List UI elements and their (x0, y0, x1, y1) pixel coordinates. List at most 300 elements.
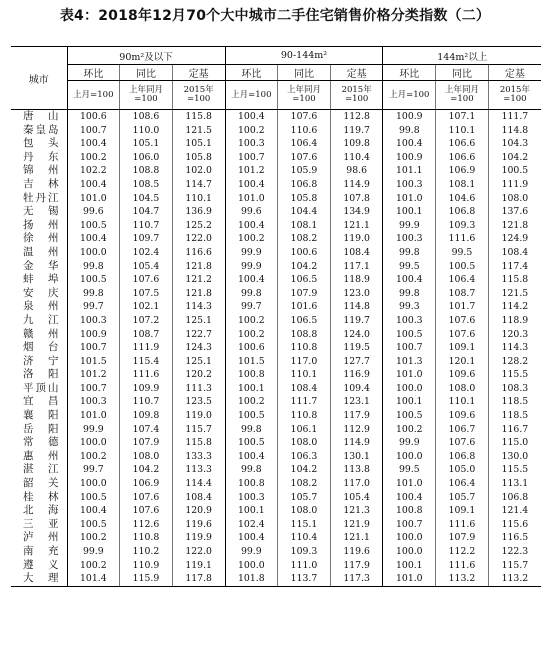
city-name-cell: 安庆 (23, 286, 59, 299)
index-value-cell: 121.8 (172, 287, 225, 301)
index-value-cell: 121.1 (330, 531, 383, 545)
city-name-cell: 蚌埠 (23, 273, 59, 286)
index-value-cell: 113.2 (488, 572, 541, 586)
index-value-cell: 114.9 (330, 178, 383, 192)
index-value-cell: 100.2 (67, 531, 120, 545)
index-value-cell: 111.6 (436, 232, 489, 246)
index-value-cell: 117.3 (330, 572, 383, 586)
index-value-cell: 100.3 (67, 314, 120, 328)
index-value-cell: 108.4 (330, 246, 383, 260)
city-name-cell: 丹东 (23, 150, 59, 163)
index-value-cell: 105.1 (120, 137, 173, 151)
index-value-cell: 108.4 (488, 246, 541, 260)
table-row (11, 477, 541, 491)
index-value-cell: 101.8 (225, 572, 278, 586)
index-value-cell: 99.9 (225, 260, 278, 274)
city-name-cell: 唐山 (23, 110, 59, 122)
index-value-cell: 101.0 (67, 409, 120, 423)
city-name-cell: 襄阳 (23, 409, 59, 422)
index-value-cell: 101.0 (383, 572, 436, 586)
index-value-cell: 119.1 (172, 559, 225, 573)
index-value-cell: 112.8 (330, 110, 383, 124)
city-name-cell: 岳阳 (23, 422, 59, 435)
sub-header-yoy: 同比 (120, 65, 173, 81)
index-value-cell: 113.2 (436, 572, 489, 586)
index-value-cell: 114.3 (172, 300, 225, 314)
index-value-cell: 110.2 (120, 545, 173, 559)
city-name-cell: 金华 (23, 259, 59, 272)
city-name-cell: 包头 (23, 137, 59, 150)
table-row (11, 450, 541, 464)
city-name-cell: 平顶山 (23, 381, 59, 394)
index-value-cell: 109.7 (120, 232, 173, 246)
index-value-cell: 101.5 (225, 355, 278, 369)
index-value-cell: 100.5 (436, 260, 489, 274)
index-value-cell: 120.3 (488, 328, 541, 342)
index-value-cell: 106.7 (436, 423, 489, 437)
index-value-cell: 108.0 (488, 192, 541, 206)
index-value-cell: 101.7 (436, 300, 489, 314)
index-value-cell: 100.1 (225, 504, 278, 518)
index-value-cell: 109.4 (330, 382, 383, 396)
index-value-cell: 111.6 (436, 559, 489, 573)
table-row (11, 164, 541, 178)
index-value-cell: 108.6 (120, 110, 173, 124)
index-value-cell: 106.5 (278, 273, 331, 287)
index-value-cell: 100.5 (383, 328, 436, 342)
index-value-cell: 105.7 (436, 491, 489, 505)
index-value-cell: 121.5 (172, 124, 225, 138)
index-value-cell: 106.4 (278, 137, 331, 151)
base-label-last-year: 上年同月=100 (436, 81, 489, 110)
index-value-cell: 114.9 (330, 436, 383, 450)
index-value-cell: 111.0 (278, 559, 331, 573)
table-row (11, 545, 541, 559)
index-value-cell: 104.5 (120, 192, 173, 206)
index-value-cell: 100.4 (225, 531, 278, 545)
sub-header-fixed-base: 定基 (488, 65, 541, 81)
index-value-cell: 109.8 (120, 409, 173, 423)
city-name-cell: 赣州 (23, 327, 59, 340)
index-value-cell: 99.8 (225, 423, 278, 437)
index-value-cell: 106.4 (436, 477, 489, 491)
table-row (11, 314, 541, 328)
index-value-cell: 118.5 (488, 395, 541, 409)
index-value-cell: 101.0 (383, 368, 436, 382)
index-value-cell: 100.1 (383, 395, 436, 409)
city-name-cell: 扬州 (23, 218, 59, 231)
table-row (11, 572, 541, 586)
index-value-cell: 110.9 (120, 559, 173, 573)
index-value-cell: 100.6 (225, 341, 278, 355)
index-value-cell: 101.4 (67, 572, 120, 586)
index-value-cell: 123.5 (172, 395, 225, 409)
index-value-cell: 122.7 (172, 328, 225, 342)
index-value-cell: 134.9 (330, 205, 383, 219)
index-value-cell: 121.8 (172, 260, 225, 274)
index-value-cell: 101.1 (383, 164, 436, 178)
index-value-cell: 107.6 (120, 491, 173, 505)
city-name-cell: 无锡 (23, 205, 59, 218)
index-value-cell: 108.2 (278, 477, 331, 491)
index-value-cell: 108.3 (488, 382, 541, 396)
index-value-cell: 110.0 (120, 124, 173, 138)
index-value-cell: 111.6 (436, 518, 489, 532)
city-name-cell: 常德 (23, 436, 59, 449)
index-value-cell: 116.5 (488, 531, 541, 545)
index-value-cell: 100.5 (67, 491, 120, 505)
index-value-cell: 111.3 (172, 382, 225, 396)
index-value-cell: 108.7 (120, 328, 173, 342)
index-value-cell: 98.6 (330, 164, 383, 178)
city-name-cell: 泸州 (23, 531, 59, 544)
city-name-cell: 牡丹江 (23, 191, 59, 204)
index-value-cell: 100.2 (225, 395, 278, 409)
city-name-cell: 惠州 (23, 449, 59, 462)
index-value-cell: 99.5 (436, 246, 489, 260)
index-value-cell: 121.5 (488, 287, 541, 301)
index-value-cell: 117.0 (278, 355, 331, 369)
index-value-cell: 100.4 (225, 110, 278, 124)
index-value-cell: 99.7 (67, 300, 120, 314)
index-value-cell: 113.7 (278, 572, 331, 586)
index-value-cell: 110.7 (120, 395, 173, 409)
index-value-cell: 101.2 (67, 368, 120, 382)
index-value-cell: 104.2 (488, 151, 541, 165)
index-value-cell: 119.5 (330, 341, 383, 355)
index-value-cell: 102.4 (120, 246, 173, 260)
index-value-cell: 100.4 (67, 504, 120, 518)
index-value-cell: 101.0 (225, 192, 278, 206)
index-value-cell: 99.8 (67, 287, 120, 301)
city-name-cell: 桂林 (23, 490, 59, 503)
table-row (11, 531, 541, 545)
city-name-cell: 宜昌 (23, 395, 59, 408)
index-value-cell: 99.6 (225, 205, 278, 219)
base-label-last-year: 上年同月=100 (278, 81, 331, 110)
table-row (11, 463, 541, 477)
index-value-cell: 106.1 (278, 423, 331, 437)
index-value-cell: 106.0 (120, 151, 173, 165)
index-value-cell: 113.1 (488, 477, 541, 491)
index-value-cell: 101.6 (278, 300, 331, 314)
index-value-cell: 107.6 (436, 328, 489, 342)
index-value-cell: 104.6 (436, 192, 489, 206)
index-value-cell: 99.7 (67, 463, 120, 477)
index-value-cell: 102.0 (172, 164, 225, 178)
index-value-cell: 112.9 (330, 423, 383, 437)
index-value-cell: 104.7 (120, 205, 173, 219)
index-value-cell: 121.3 (330, 504, 383, 518)
index-value-cell: 106.8 (278, 178, 331, 192)
index-value-cell: 107.1 (436, 110, 489, 124)
index-value-cell: 107.9 (120, 436, 173, 450)
table-row (11, 328, 541, 342)
index-value-cell: 102.1 (120, 300, 173, 314)
index-value-cell: 118.9 (330, 273, 383, 287)
city-name-cell: 温州 (23, 245, 59, 258)
index-value-cell: 136.9 (172, 205, 225, 219)
index-value-cell: 100.4 (67, 178, 120, 192)
index-value-cell: 124.3 (172, 341, 225, 355)
base-label-2015: 2015年=100 (172, 81, 225, 110)
index-value-cell: 104.4 (278, 205, 331, 219)
index-value-cell: 106.8 (436, 205, 489, 219)
index-value-cell: 112.6 (120, 518, 173, 532)
table-row (11, 518, 541, 532)
index-value-cell: 99.9 (383, 219, 436, 233)
group-header-medium: 90-144m² (225, 47, 383, 65)
index-value-cell: 100.4 (383, 273, 436, 287)
index-value-cell: 107.6 (436, 314, 489, 328)
index-value-cell: 100.3 (67, 395, 120, 409)
index-value-cell: 119.7 (330, 314, 383, 328)
index-value-cell: 100.8 (383, 504, 436, 518)
index-value-cell: 119.0 (330, 232, 383, 246)
base-label-last-month: 上月=100 (225, 81, 278, 110)
index-value-cell: 105.7 (278, 491, 331, 505)
index-value-cell: 100.0 (383, 450, 436, 464)
index-value-cell: 99.8 (67, 260, 120, 274)
index-value-cell: 107.9 (436, 531, 489, 545)
index-value-cell: 128.2 (488, 355, 541, 369)
index-value-cell: 113.3 (172, 463, 225, 477)
index-value-cell: 122.3 (488, 545, 541, 559)
index-value-cell: 122.0 (172, 232, 225, 246)
index-value-cell: 110.1 (436, 124, 489, 138)
table-row (11, 137, 541, 151)
index-value-cell: 100.9 (383, 151, 436, 165)
city-name-cell: 洛阳 (23, 368, 59, 381)
index-value-cell: 100.8 (225, 368, 278, 382)
sub-header-fixed-base: 定基 (330, 65, 383, 81)
city-name-cell: 泉州 (23, 300, 59, 313)
index-value-cell: 115.7 (488, 559, 541, 573)
index-value-cell: 104.2 (278, 463, 331, 477)
index-value-cell: 107.4 (120, 423, 173, 437)
base-label-last-year: 上年同月=100 (120, 81, 173, 110)
index-value-cell: 100.6 (67, 110, 120, 124)
index-value-cell: 99.9 (383, 436, 436, 450)
index-value-cell: 100.5 (225, 436, 278, 450)
index-value-cell: 111.7 (488, 110, 541, 124)
index-value-cell: 100.3 (225, 491, 278, 505)
table-row (11, 110, 541, 124)
index-value-cell: 115.5 (488, 463, 541, 477)
index-value-cell: 125.2 (172, 219, 225, 233)
index-value-cell: 100.2 (225, 328, 278, 342)
index-value-cell: 100.0 (67, 436, 120, 450)
index-value-cell: 107.6 (120, 273, 173, 287)
index-value-cell: 104.2 (120, 463, 173, 477)
index-value-cell: 100.3 (383, 314, 436, 328)
index-value-cell: 108.4 (278, 382, 331, 396)
index-value-cell: 106.3 (278, 450, 331, 464)
city-name-cell: 徐州 (23, 232, 59, 245)
table-row (11, 382, 541, 396)
index-value-cell: 123.0 (330, 287, 383, 301)
city-name-cell: 锦州 (23, 164, 59, 177)
index-value-cell: 124.0 (330, 328, 383, 342)
index-value-cell: 115.7 (172, 423, 225, 437)
index-value-cell: 107.9 (278, 287, 331, 301)
city-name-cell: 三亚 (23, 517, 59, 530)
index-value-cell: 116.7 (488, 423, 541, 437)
index-value-cell: 111.9 (488, 178, 541, 192)
index-value-cell: 101.3 (383, 355, 436, 369)
city-name-cell: 吉林 (23, 177, 59, 190)
city-name-cell: 济宁 (23, 354, 59, 367)
index-value-cell: 107.6 (278, 151, 331, 165)
index-value-cell: 108.2 (278, 232, 331, 246)
index-value-cell: 99.9 (225, 545, 278, 559)
index-value-cell: 133.3 (172, 450, 225, 464)
index-value-cell: 121.4 (488, 504, 541, 518)
index-value-cell: 100.4 (383, 137, 436, 151)
table-row (11, 355, 541, 369)
index-value-cell: 110.4 (330, 151, 383, 165)
index-value-cell: 115.0 (488, 436, 541, 450)
index-value-cell: 100.5 (67, 518, 120, 532)
index-value-cell: 109.1 (436, 504, 489, 518)
index-value-cell: 110.8 (120, 531, 173, 545)
index-value-cell: 110.8 (278, 409, 331, 423)
index-value-cell: 100.0 (225, 559, 278, 573)
index-value-cell: 106.6 (436, 151, 489, 165)
index-value-cell: 100.5 (488, 164, 541, 178)
index-value-cell: 115.1 (278, 518, 331, 532)
index-value-cell: 120.9 (172, 504, 225, 518)
index-value-cell: 100.4 (225, 450, 278, 464)
index-value-cell: 125.1 (172, 355, 225, 369)
index-value-cell: 105.8 (278, 192, 331, 206)
index-value-cell: 105.4 (120, 260, 173, 274)
index-value-cell: 100.5 (225, 409, 278, 423)
index-value-cell: 108.0 (278, 436, 331, 450)
index-value-cell: 116.9 (330, 368, 383, 382)
index-value-cell: 100.4 (225, 178, 278, 192)
index-value-cell: 119.6 (330, 545, 383, 559)
index-value-cell: 127.7 (330, 355, 383, 369)
index-value-cell: 100.1 (383, 559, 436, 573)
table-row (11, 409, 541, 423)
table-row (11, 124, 541, 138)
index-value-cell: 105.1 (172, 137, 225, 151)
index-value-cell: 100.9 (67, 328, 120, 342)
index-value-cell: 108.1 (436, 178, 489, 192)
index-value-cell: 115.8 (172, 436, 225, 450)
index-value-cell: 110.7 (120, 219, 173, 233)
index-value-cell: 115.8 (488, 273, 541, 287)
table-row (11, 395, 541, 409)
index-value-cell: 120.2 (172, 368, 225, 382)
index-value-cell: 115.8 (172, 110, 225, 124)
index-value-cell: 110.8 (278, 341, 331, 355)
index-value-cell: 100.7 (67, 382, 120, 396)
index-value-cell: 100.3 (383, 178, 436, 192)
base-label-2015: 2015年=100 (488, 81, 541, 110)
index-value-cell: 100.4 (67, 232, 120, 246)
table-row (11, 246, 541, 260)
sub-header-fixed-base: 定基 (172, 65, 225, 81)
index-value-cell: 108.4 (172, 491, 225, 505)
index-value-cell: 100.0 (383, 382, 436, 396)
index-value-cell: 108.0 (436, 382, 489, 396)
index-value-cell: 100.2 (67, 559, 120, 573)
index-value-cell: 111.7 (278, 395, 331, 409)
index-value-cell: 100.0 (67, 477, 120, 491)
index-value-cell: 100.3 (383, 232, 436, 246)
index-value-cell: 110.4 (278, 531, 331, 545)
index-value-cell: 102.2 (67, 164, 120, 178)
group-header-small: 90m²及以下 (67, 47, 225, 65)
index-value-cell: 101.0 (383, 192, 436, 206)
index-value-cell: 104.2 (278, 260, 331, 274)
index-value-cell: 110.1 (278, 368, 331, 382)
city-name-cell: 湛江 (23, 463, 59, 476)
index-value-cell: 100.8 (225, 477, 278, 491)
index-value-cell: 112.2 (436, 545, 489, 559)
index-value-cell: 113.8 (330, 463, 383, 477)
sub-header-mom: 环比 (383, 65, 436, 81)
index-value-cell: 108.8 (120, 164, 173, 178)
index-value-cell: 114.8 (488, 124, 541, 138)
index-value-cell: 101.2 (225, 164, 278, 178)
index-value-cell: 99.8 (225, 463, 278, 477)
sub-header-mom: 环比 (225, 65, 278, 81)
index-value-cell: 109.1 (436, 341, 489, 355)
table-row (11, 423, 541, 437)
index-value-cell: 100.0 (67, 246, 120, 260)
index-value-cell: 100.0 (383, 531, 436, 545)
index-value-cell: 117.0 (330, 477, 383, 491)
index-value-cell: 104.3 (488, 137, 541, 151)
index-value-cell: 117.9 (330, 409, 383, 423)
index-value-cell: 117.9 (330, 559, 383, 573)
index-value-cell: 106.9 (120, 477, 173, 491)
index-value-cell: 109.3 (278, 545, 331, 559)
index-value-cell: 119.9 (172, 531, 225, 545)
index-value-cell: 108.0 (120, 450, 173, 464)
index-value-cell: 115.6 (488, 518, 541, 532)
index-value-cell: 100.2 (225, 124, 278, 138)
table-row (11, 491, 541, 505)
index-value-cell: 100.6 (278, 246, 331, 260)
index-value-cell: 106.4 (436, 273, 489, 287)
index-value-cell: 120.1 (436, 355, 489, 369)
price-index-table (11, 46, 541, 587)
index-value-cell: 108.8 (278, 328, 331, 342)
index-value-cell: 107.6 (436, 436, 489, 450)
index-value-cell: 105.0 (436, 463, 489, 477)
index-value-cell: 118.5 (488, 409, 541, 423)
group-header-large: 144m²以上 (383, 47, 541, 65)
index-value-cell: 100.2 (383, 423, 436, 437)
city-name-cell: 秦皇岛 (23, 123, 59, 136)
index-value-cell: 107.6 (120, 504, 173, 518)
index-value-cell: 100.5 (67, 219, 120, 233)
index-value-cell: 100.4 (383, 491, 436, 505)
index-value-cell: 123.1 (330, 395, 383, 409)
table-row (11, 192, 541, 206)
table-body (11, 110, 541, 587)
index-value-cell: 99.8 (225, 287, 278, 301)
index-value-cell: 121.2 (172, 273, 225, 287)
index-value-cell: 106.5 (278, 314, 331, 328)
base-label-2015: 2015年=100 (330, 81, 383, 110)
index-value-cell: 105.9 (278, 164, 331, 178)
index-value-cell: 106.9 (436, 164, 489, 178)
